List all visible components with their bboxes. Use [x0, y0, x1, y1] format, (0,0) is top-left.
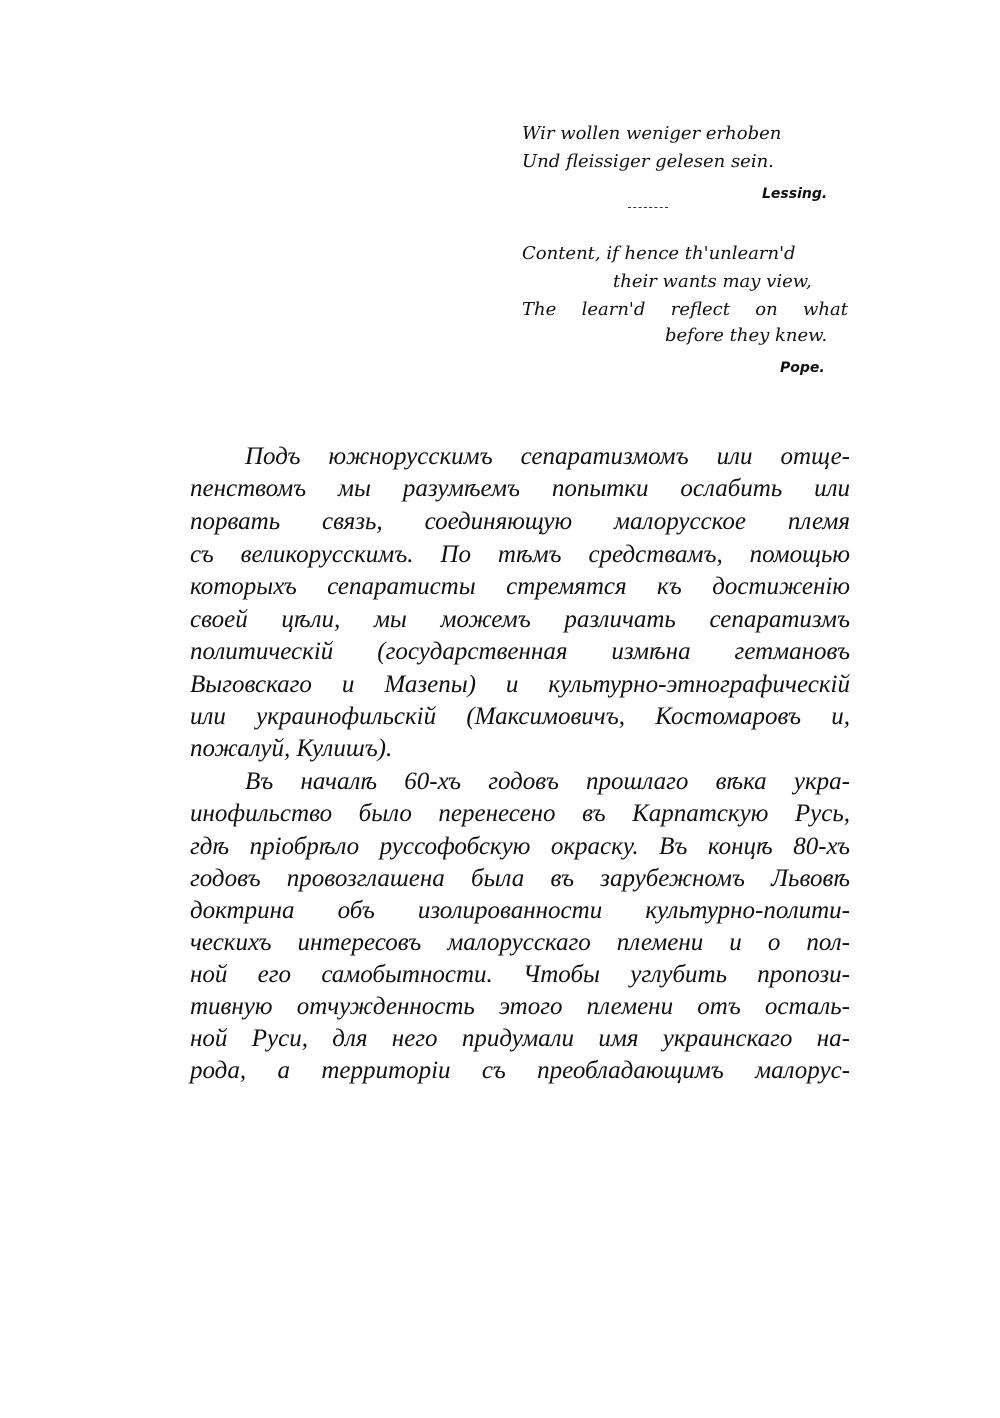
body-line: ческихъ интересовъ малорусскаго племени и о пол-	[190, 929, 850, 956]
body-line: или украинофильскій (Максимовичъ, Костомаровъ и,	[190, 703, 850, 730]
body-line: ной его самобытности. Чтобы углубить пропози-	[190, 961, 850, 988]
body-line: тивную отчужденность этого племени отъ осталь-	[190, 993, 850, 1020]
body-line: пенствомъ мы разумѣемъ попытки ослабить или	[190, 475, 850, 502]
epigraph-english-line-1: Content, if hence th'unlearn'd	[522, 243, 796, 264]
body-line: доктрина объ изолированности культурно-полити-	[190, 897, 850, 924]
body-line: Въ началѣ 60-хъ годовъ прошлаго вѣка укра-	[245, 768, 850, 795]
epigraph-english-line-3: The learn'd reflect on what	[522, 299, 848, 320]
body-line: Подъ южнорусскимъ сепаратизмомъ или отще-	[245, 443, 850, 470]
body-line: Выговскаго и Мазепы) и культурно-этнографическій	[190, 671, 850, 698]
body-line: гдѣ пріобрѣло руссофобскую окраску. Въ концѣ 80-хъ	[190, 833, 850, 860]
body-line: политическій (государственная измѣна гетмановъ	[190, 638, 850, 665]
body-line: которыхъ сепаратисты стремятся къ достиженію	[190, 573, 850, 600]
body-line: годовъ провозглашена была въ зарубежномъ Львовѣ	[190, 865, 850, 892]
body-line: пожалуй, Кулишъ).	[190, 735, 393, 762]
epigraph-english-line-2: their wants may view,	[613, 271, 812, 292]
epigraph-german-line-1: Wir wollen weniger erhoben	[522, 123, 782, 144]
body-line: рода, а территоріи съ преобладающимъ малорус-	[190, 1057, 850, 1084]
body-line: своей цѣли, мы можемъ различать сепаратизмъ	[190, 606, 850, 633]
epigraph-english-attribution: Pope.	[780, 360, 825, 376]
epigraph-english-line-4: before they knew.	[665, 325, 828, 346]
epigraph-divider	[628, 207, 668, 208]
epigraph-german-line-2: Und fleissiger gelesen sein.	[522, 151, 774, 172]
epigraph-german-attribution: Lessing.	[762, 186, 828, 202]
body-line: ной Руси, для него придумали имя украинскаго на-	[190, 1025, 850, 1052]
body-line: съ великорусскимъ. По тѣмъ средствамъ, помощью	[190, 541, 850, 568]
body-line: инофильство было перенесено въ Карпатскую Русь,	[190, 800, 850, 827]
body-line: порвать связь, соединяющую малорусское племя	[190, 508, 850, 535]
